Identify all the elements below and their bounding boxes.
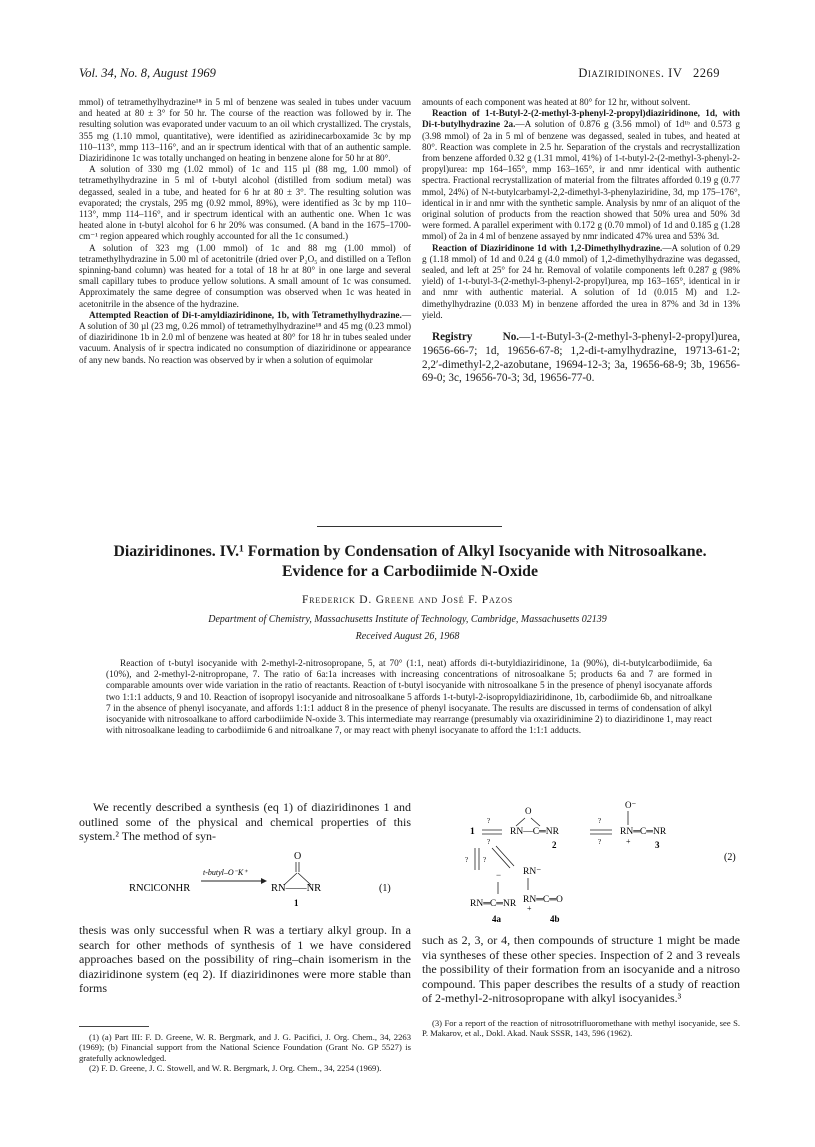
eq2-minus-4a: −	[496, 870, 502, 880]
paragraph	[422, 108, 740, 242]
section-heading: Attempted Reaction of Di-t-amyldiaziridinone, 1b, with Tetramethylhydrazine.	[89, 309, 402, 320]
eq2-o-minus: O⁻	[625, 800, 637, 810]
prev-article-left-column	[79, 97, 411, 366]
paragraph: amounts of each component was heated at 80° for 12 hr, without solvent.	[422, 97, 691, 107]
footnote: (2) F. D. Greene, J. C. Stowell, and W. R. Bergmark, J. Org. Chem., 34, 2254 (1969).	[89, 1063, 382, 1074]
eq2-plus-4b: +	[527, 904, 532, 913]
eq2-q6: ?	[483, 856, 487, 864]
eq1-product-number: 1	[294, 898, 299, 908]
eq2-q5: ?	[465, 856, 469, 864]
article-title: Diaziridinones. IV.¹ Formation by Condensation of Alkyl Isocyanide with Nitrosoalkane. Evidence for a Carbodiimide N-Oxide	[113, 543, 707, 580]
article-authors: Frederick D. Greene and José F. Pazos	[301, 594, 514, 606]
eq2-species-4b-bottom: RN═C═O	[523, 895, 563, 905]
body-left-column	[79, 800, 411, 844]
paragraph	[422, 243, 740, 321]
registry-label: Registry No.	[432, 331, 520, 344]
eq2-q3: ?	[598, 817, 602, 825]
running-header-title	[578, 66, 720, 81]
running-header-journal: Vol. 34, No. 8, August 1969	[79, 66, 216, 80]
body-right-column	[422, 933, 740, 1006]
eq2-species-3-structure: RN═C═NR	[620, 827, 667, 837]
eq2-plus-3: +	[626, 837, 631, 846]
abstract: Reaction of t-butyl isocyanide with 2-methyl-2-nitrosopropane, 5, at 70° (1:1, neat) affords di-t-butyldiaziridinone, 1a (90%), di-t-butylcarbodiimide, 6a (10%), and 2-methyl-2-nitropropane, 7. The ratio of 6a:1a increases with increasing concentrations of nitrosoalkane 5; products 6a and 7 are formed in comparable amounts over wide variation in the ratio of reactants. Reaction of t-butyl isocyanide with nitrosoalkane 5 in the presence of phenyl isocyanate affords two 1:1:1 adducts, 9 and 10. Reaction of isopropyl isocyanide and nitrosoalkane 5 affords 1-t-butyl-2-isopropyldiaziridinone, 1b, carbodiimide 6b, and nitroalkane 7 in the absence of phenyl isocyanate, and affords 1:1:1 adduct 8 in the presence of phenyl isocyanate. The results are discussed in terms of condensation of alkyl isocyanide with nitrosoalkane to afford carbodiimide N-oxide 3. This intermediate may rearrange (presumably via oxaziridinimine 2) to diaziridinone 1, may react with nitrosoalkane leading to carbodiimide 6 and nitroalkane 7, or may react with phenyl isocyanate to afford the 1:1:1 adducts.	[106, 659, 712, 737]
eq1-oxygen: O	[294, 851, 302, 862]
footnote: (3) For a report of the reaction of nitrosotrifluoromethane with methyl isocyanide, see S. P. Makarov, et al., Dokl. Akad. Nauk SSSR, 143, 596 (1962).	[422, 1018, 740, 1039]
paragraph: A solution of 323 mg (1.00 mmol) of 1c and 88 mg (1.00 mmol) of tetramethylhydrazine in 5.00 ml of acetonitrile (dried over P₂O₅ and distilled on a Teflon spinning-band column) was heated for a total of 18 hr at 80° in one large and several small capillary tubes to produce yellow solutions. A small amount of 1c was consumed. Approximately the same degree of consumption was observed when 1c was heated in acetonitrile in the absence of the hydrazine.	[79, 242, 411, 309]
eq2-q1: ?	[487, 817, 491, 825]
header-part: IV	[668, 66, 683, 80]
footnotes-right	[422, 1018, 740, 1039]
eq2-species-4b-top: RN⁻	[523, 867, 542, 877]
eq2-oxygen-2: O	[525, 806, 532, 816]
eq2-species-1: 1	[470, 827, 475, 837]
eq1-label: (1)	[379, 883, 391, 894]
paragraph: thesis was only successful when R was a tertiary alkyl group. In a search for other methods of synthesis of 1 we have considered approaches based on the possibility of ring–chain isomerism in the diaziridinone system (eq 2). If diaziridinones were more stable than forms	[79, 923, 411, 996]
section-text: —A solution of 0.29 g (1.18 mmol) of 1d and 0.24 g (4.0 mmol) of 1,2-dimethylhydrazine was degassed, sealed, and left at 25° for 24 hr. Removal of volatile components left 0.287 g (98% yield) of 1-t-butyl-3-(2-methyl-3-phenyl-2-propyl)urea, mp 163–165°, identical in ir and nmr with authentic material. A solution of 1d (0.015 M) and 1.2-dimethylhydrazine (0.033 M) in benzene afforded the urea in 87% and 3d in 13% yield.	[422, 242, 740, 320]
eq1-arrowhead	[261, 878, 267, 884]
section-text: —A solution of 0.876 g (3.56 mmol) of 1d¹ᵇ and 0.573 g (3.98 mmol) of 2a in 5 ml of benzene was degassed, sealed in tubes, and heated at 80°. Reaction was complete in 2.5 hr. Separation of the crystals and recrystallization from benzene afforded 0.32 g (1.31 mmol, 41%) of 1-t-butyl-2-(2-methyl-3-phenyl-2-propyl)urea: mp 164–165°, mmp 163–165°, ir and nmr identical with authentic spectra. Fractional recrystallization of material from the filtrates afforded 0.19 g (0.77 mmol, 24%) of N-t-butylcarbamyl-2,2-dimethyl-3-phenylaziridine, 3d, mp 175–176°, identical in ir and nmr with the synthetic sample. Analysis by nmr of an aliquot of the original solution of products from the reaction showed that 50% urea and 50% 3d were formed. A parallel experiment with 0.172 g (0.70 mmol) of 1d and 0.185 g (1.28 mmol) of 2a in 4 ml of benzene assayed by nmr indicated 47% urea and 53% 3d.	[422, 119, 741, 242]
eq2-species-4a: 4a	[492, 914, 501, 924]
paragraph: A solution of 330 mg (1.02 mmol) of 1c and 115 µl (88 mg, 1.00 mmol) of tetramethylhydrazine in 5 ml of t-butyl alcohol (distilled from sodium metal) was degassed, sealed in a tube, and heated for 6 hr at 80 ± 3°. The resulting solution was evaporated; the crystals, 295 mg (0.92 mmol, 89%), were identified as 3c by mp 110–113°, mmp 114–116°, and ir spectrum identical with an authentic one. When 1c was heated alone in t-butyl alcohol for 6 hr 20% was consumed. (A band in the 1675–1700-cm⁻¹ region appeared which roughly accounted for all the 1c consumed.)	[79, 164, 411, 242]
eq2-species-3: 3	[655, 840, 660, 850]
eq2-species-4b: 4b	[550, 914, 560, 924]
equation-2	[465, 798, 750, 930]
equation-1	[79, 848, 411, 914]
section-text: —A solution of 30 µl (23 mg, 0.26 mmol) of tetramethylhydrazine¹⁸ and 45 mg (0.23 mmol) of diaziridinone 1b in 2.0 ml of benzene was heated at 80° for 18 hr in tubes sealed under vacuum. Analysis of ir spectra indicated no consumption of diaziridinone or appearance of any new bands. No reaction was observed by ir when a solution of equimolar	[79, 309, 411, 365]
eq2-label: (2)	[724, 852, 736, 863]
eq2-species-2-structure: RN—C═NR	[510, 827, 559, 837]
paragraph	[79, 310, 411, 366]
eq1-product: RN——NR	[271, 883, 322, 894]
eq2-q4: ?	[598, 838, 602, 846]
section-heading: Reaction of 1-t-Butyl-2-(2-methyl-3-phenyl-2-propyl)diaziridinone, 1d, with Di-t-butylhydrazine 2a.	[422, 108, 740, 130]
paragraph: such as 2, 3, or 4, then compounds of structure 1 might be made via syntheses of these other species. Inspection of 2 and 3 reveals the possibility of their formation from an isocyanide and a nitroso compound. This paper describes the results of a study of reaction of 2-methyl-2-nitrosopropane with alkyl isocyanides.³	[422, 933, 740, 1006]
eq2-species-4a-structure: RN═C═NR	[470, 899, 517, 909]
paragraph: We recently described a synthesis (eq 1) of diaziridinones 1 and outlined some of the physical and chemical properties of this system.² The method of syn-	[79, 800, 411, 844]
paragraph: mmol) of tetramethylhydrazine¹⁸ in 5 ml of benzene was sealed in tubes under vacuum and heated at 80 ± 3° for 50 hr. The course of the reaction was followed by ir. The resulting solution was evaporated under vacuum to an oil which crystallized. The crystals, 355 mg (1.10 mmol, quantitative), were identified as aziridinecarboxamide 3c by mp 110–113°, mmp 113–116°, and an ir spectrum identical with that of an authentic sample. Diaziridinone 1c was totally unchanged on heating in benzene alone for 50 hr at 80°.	[79, 97, 411, 164]
prev-article-right-column	[422, 97, 740, 386]
registry-text: —1-t-Butyl-3-(2-methyl-3-phenyl-2-propyl)urea, 19656-66-7; 1d, 19656-67-8; 1,2-di-t-amylhydrazine, 19713-61-2; 2,2′-dimethyl-2,2-azobutane, 19694-12-3; 3a, 19656-68-9; 3b, 19656-69-0; 3c, 19656-70-3; 3d, 19656-77-0.	[422, 331, 740, 385]
page-number: 2269	[693, 66, 720, 80]
received-date: Received August 26, 1968	[355, 631, 460, 642]
footnote-rule	[79, 1026, 149, 1027]
body-left-column-continued	[79, 923, 411, 996]
eq1-reactant: RNClCONHR	[129, 883, 191, 894]
eq2-q2: ?	[487, 838, 491, 846]
eq1-reagent: t-butyl–O⁻K⁺	[203, 868, 248, 877]
article-affiliation: Department of Chemistry, Massachusetts Institute of Technology, Cambridge, Massachusetts 02139	[208, 614, 607, 625]
eq2-species-2: 2	[552, 840, 557, 850]
section-heading: Reaction of Diaziridinone 1d with 1,2-Dimethylhydrazine.	[432, 242, 663, 253]
article-divider	[317, 526, 502, 527]
registry-numbers	[422, 331, 740, 386]
footnotes-left	[79, 1032, 411, 1074]
header-title: Diaziridinones.	[578, 66, 665, 80]
eq2-ring2-right	[531, 818, 540, 826]
footnote: (1) (a) Part III: F. D. Greene, W. R. Bergmark, and J. G. Pacifici, J. Org. Chem., 34, 2263 (1969); (b) Financial support from the National Science Foundation (Grant No. GP 5527) is gratefully acknowledged.	[79, 1032, 411, 1063]
eq2-ring2-left	[516, 818, 525, 826]
